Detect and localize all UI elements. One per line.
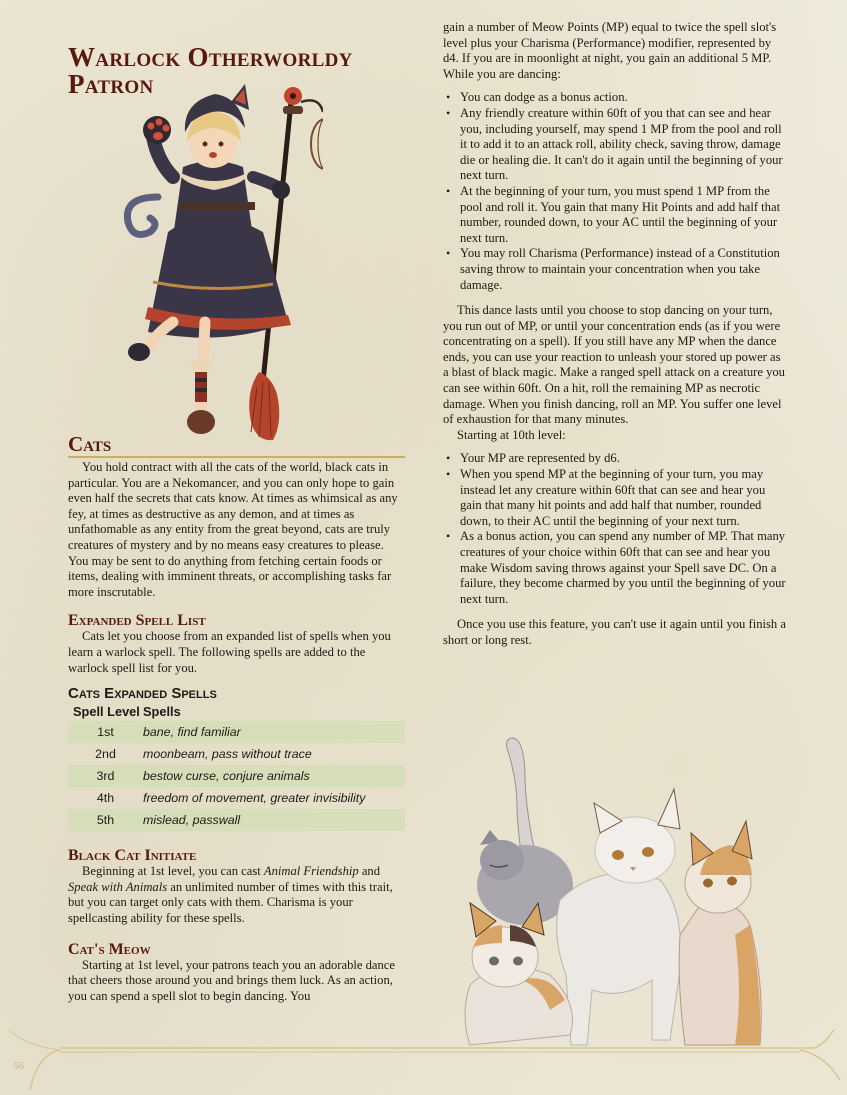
expanded-spell-list-section [68, 612, 405, 831]
table-row [68, 721, 405, 743]
spells-cell: bestow curse, conjure animals [143, 765, 405, 787]
spells-cell: moonbeam, pass without trace [143, 747, 312, 762]
table-title: Cats Expanded Spells [68, 685, 217, 703]
black-cat-initiate-paragraph [68, 864, 405, 926]
spells-cell: freedom of movement, greater invisibility [143, 791, 366, 806]
table-row [68, 765, 405, 787]
spell-level-cell: 2nd [95, 747, 116, 762]
spells-table [68, 702, 405, 831]
section-heading-cats: Cats [68, 433, 405, 458]
table-row [68, 809, 405, 831]
list-item: • You can dodge as a bonus action. [443, 90, 788, 106]
spell-name-speak-with-animals: Speak with Animals [68, 879, 168, 894]
cats-meow-section [68, 941, 405, 1005]
dance-effects-list [443, 90, 788, 293]
table-row [68, 787, 405, 809]
list-item: • Your MP are represented by d6. [443, 451, 788, 467]
column-header-spells: Spells [143, 704, 181, 720]
list-item: • As a bonus action, you can spend any number of MP. That many creatures of your choice within 60ft that can see and hear you make Wisdom saving throws against your Spell save DC. On a failure, they become charmed by you until the beginning of your next turn. [443, 529, 788, 607]
list-item: • Any friendly creature within 60ft of you that can see and hear you, including yourself, may spend 1 MP from the pool and roll it to add it to an attack roll, ability check, saving throw, damage die or healing die. It can't do it again until the beginning of your next turn. [443, 106, 788, 184]
cats-meow-continued-paragraph: gain a number of Meow Points (MP) equal to twice the spell slot's level plus your Charisma (Performance) modifier, represented by d4. If you are in moonlight at night, you gain an additional 5 MP. While you are dancing: [443, 20, 777, 81]
spell-name-animal-friendship: Animal Friendship [263, 864, 359, 879]
spell-level-cell: 4th [96, 791, 115, 806]
expanded-spell-list-paragraph: Cats let you choose from an expanded list of spells when you learn a warlock spell. The following spells are added to the warlock spell list for you. [68, 629, 391, 675]
right-column [443, 20, 788, 649]
black-cat-initiate-section [68, 847, 405, 926]
spells-cell: mislead, passwall [143, 809, 405, 831]
dance-end-paragraph: This dance lasts until you choose to stop dancing on your turn, you run out of MP, or until your concentration ends (as if you were concentrating on a spell). If you still have any MP when the dance ends, you can use your reaction to unleash your stored up power as a blast of black magic. Make a ranged spell attack on a creature you can see within 60ft. On a hit, roll the remaining MP as necrotic damage. When you finish dancing, roll an MP. You suffer one level of exhaustion for that many minutes. [443, 303, 785, 427]
list-item: • When you spend MP at the beginning of your turn, you may instead let any creature within 60ft that can see and hear you gain that many hit points and add half that number, rounded down, to their AC until the beginning of your next turn. [443, 467, 788, 529]
left-column-body [68, 433, 405, 1004]
section-heading-expanded-spell-list: Expanded Spell List [68, 612, 206, 630]
cats-intro-paragraph: You hold contract with all the cats of the world, black cats in particular. You are a Nekomancer, and you can only hope to gain even half the secrets that cats know. At times as whimsical as any fey, at times as destructive as any demon, and at times as unfathomable as any entity from the great beyond, cats are truly creatures of mystery and by no means easy creatures to please. You may be sent to do anything from fetching certain foods or items, dealing with imminent threats, or accomplishing tasks far more inscrutable. [68, 460, 398, 599]
table-header-row [68, 702, 405, 721]
cats-section [68, 433, 405, 600]
section-heading-black-cat-initiate: Black Cat Initiate [68, 847, 197, 865]
text-fragment: Beginning at 1st level, you can cast [82, 864, 264, 879]
spells-cell: bane, find familiar [143, 721, 405, 743]
footer-ornament [0, 1030, 847, 1095]
spell-level-cell: 3rd [68, 765, 143, 787]
table-row [68, 743, 405, 765]
cats-meow-intro-paragraph: Starting at 1st level, your patrons teach you an adorable dance that cheers those around you and brings them luck. As an action, you can spend a spell slot to begin dancing. You [68, 957, 395, 1003]
list-item: • You may roll Charisma (Performance) instead of a Constitution saving throw to maintain your concentration when you take damage. [443, 246, 788, 293]
page-number: 56 [13, 1060, 24, 1072]
spell-level-cell: 1st [68, 721, 143, 743]
closing-paragraph: Once you use this feature, you can't use it again until you finish a short or long rest. [443, 617, 786, 647]
list-item: • At the beginning of your turn, you must spend 1 MP from the pool and roll it. You gain that many Hit Points and add half that number, rounded down, to your AC until the beginning of your next turn. [443, 184, 788, 246]
spell-level-cell: 5th [68, 809, 143, 831]
section-heading-cats-meow: Cat's Meow [68, 940, 151, 958]
text-fragment: an unlimited number of times with this trait, but you can target only cats with them. Charisma is your spellcasting ability for these spells. [68, 879, 393, 925]
tenth-level-paragraph: Starting at 10th level: [457, 427, 566, 442]
warlock-illustration [113, 82, 323, 447]
text-fragment: and [358, 864, 381, 879]
page-title: Warlock Otherworldy Patron [68, 42, 353, 99]
cats-illustration [460, 725, 785, 1055]
tenth-level-list [443, 451, 788, 607]
column-header-spell-level: Spell Level [73, 704, 140, 720]
